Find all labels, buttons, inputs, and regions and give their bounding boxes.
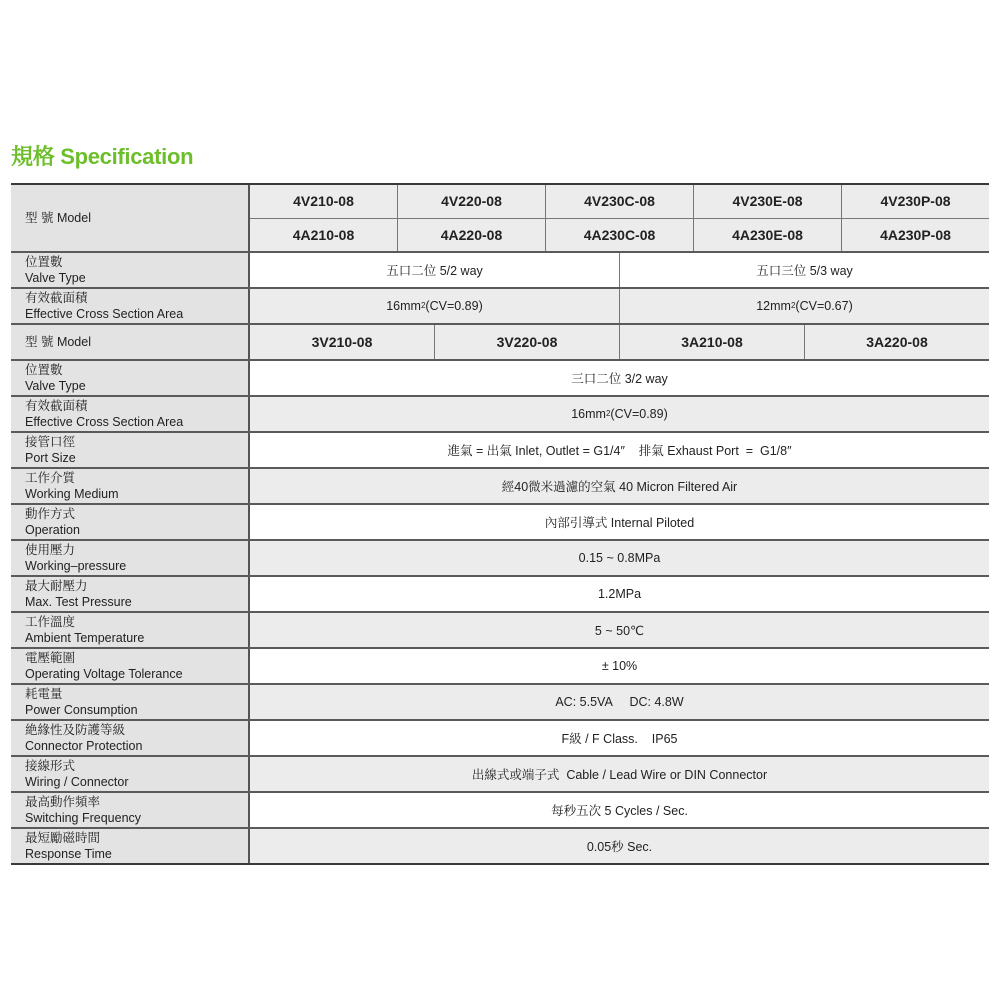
spec-row <box>11 647 989 683</box>
value-cell: 16mm 2 (CV=0.89) <box>250 289 619 323</box>
row-label-en: Valve Type <box>25 379 86 393</box>
spec-row <box>11 755 989 791</box>
model-cell: 4V230E-08 <box>693 185 841 218</box>
value-cell: 五口二位 5/2 way <box>250 253 619 287</box>
model-cell: 4V220-08 <box>397 185 545 218</box>
row-label <box>11 577 250 611</box>
row-label-en: Max. Test Pressure <box>25 595 132 609</box>
page-title: 規格 Specification <box>11 144 194 169</box>
value-cell: 內部引導式 Internal Piloted <box>250 505 989 539</box>
row-label-en: Power Consumption <box>25 703 138 717</box>
row-label <box>11 721 250 755</box>
row-label <box>11 505 250 539</box>
row-label-zh: 耗電量 <box>25 687 63 701</box>
model-row-4v <box>11 185 989 251</box>
model-cell: 3V220-08 <box>434 325 619 359</box>
value-main: 16mm <box>386 299 421 313</box>
row-label-model: 型 號 Model <box>11 185 250 251</box>
spec-row <box>11 791 989 827</box>
row-label-zh: 位置數 <box>25 255 63 269</box>
row-label-en: Effective Cross Section Area <box>25 307 184 321</box>
model-subrow-4a <box>250 218 989 252</box>
spec-row <box>11 467 989 503</box>
row-label <box>11 541 250 575</box>
row-label-en: Working Medium <box>25 487 119 501</box>
value-cell: 每秒五次 5 Cycles / Sec. <box>250 793 989 827</box>
valve-type-row-5port <box>11 251 989 287</box>
row-label <box>11 253 250 287</box>
value-cell: 0.05秒 Sec. <box>250 829 989 863</box>
value-cell: F級 / F Class. IP65 <box>250 721 989 755</box>
model-cell: 4V210-08 <box>250 185 397 218</box>
row-label-model: 型 號 Model <box>11 325 250 359</box>
value-cell: 出線式或端子式 Cable / Lead Wire or DIN Connector <box>250 757 989 791</box>
value-main: 12mm <box>756 299 791 313</box>
row-label-zh: 工作溫度 <box>25 615 76 629</box>
row-label-zh: 最高動作頻率 <box>25 795 101 809</box>
row-label-en: Valve Type <box>25 271 86 285</box>
value-cell: 12mm 2 (CV=0.67) <box>619 289 989 323</box>
value-cell: 五口三位 5/3 way <box>619 253 989 287</box>
row-label <box>11 469 250 503</box>
model-subrow-4v <box>250 185 989 218</box>
row-label-en: Operation <box>25 523 80 537</box>
value-cell: 16mm 2 (CV=0.89) <box>250 397 989 431</box>
spec-row <box>11 431 989 467</box>
model-cell: 4A230E-08 <box>693 219 841 252</box>
row-label-en: Switching Frequency <box>25 811 142 825</box>
row-label <box>11 829 250 863</box>
row-label-en: Operating Voltage Tolerance <box>25 667 183 681</box>
value-cell: 0.15 ~ 0.8MPa <box>250 541 989 575</box>
area-row-5port <box>11 287 989 323</box>
model-cell: 3A220-08 <box>804 325 989 359</box>
row-label-zh: 最大耐壓力 <box>25 579 88 593</box>
model-cell: 4A230C-08 <box>545 219 693 252</box>
spec-row <box>11 575 989 611</box>
value-cell: 1.2MPa <box>250 577 989 611</box>
row-label-en: Connector Protection <box>25 739 143 753</box>
row-label <box>11 397 250 431</box>
row-label <box>11 793 250 827</box>
row-label <box>11 757 250 791</box>
model-cell: 4A230P-08 <box>841 219 989 252</box>
spec-row <box>11 539 989 575</box>
value-cell: AC: 5.5VA DC: 4.8W <box>250 685 989 719</box>
model-cell: 3A210-08 <box>619 325 804 359</box>
value-cell: 三口二位 3/2 way <box>250 361 989 395</box>
model-cell: 3V210-08 <box>250 325 434 359</box>
row-label <box>11 361 250 395</box>
spec-row <box>11 827 989 863</box>
row-label-zh: 有效截面積 <box>25 399 88 413</box>
value-cell: 5 ~ 50℃ <box>250 613 989 647</box>
row-label-zh: 有效截面積 <box>25 291 88 305</box>
row-label-en: Wiring / Connector <box>25 775 129 789</box>
row-label <box>11 685 250 719</box>
value-cell: 進氣 = 出氣 Inlet, Outlet = G1/4″ 排氣 Exhaust Port = G1/8″ <box>250 433 989 467</box>
value-cv: (CV=0.67) <box>795 299 853 313</box>
model-cell: 4V230P-08 <box>841 185 989 218</box>
row-label-en: Response Time <box>25 847 112 861</box>
value-cv: (CV=0.89) <box>425 299 483 313</box>
row-label-zh: 動作方式 <box>25 507 76 521</box>
spec-row <box>11 683 989 719</box>
model-cell: 4V230C-08 <box>545 185 693 218</box>
row-label-zh: 位置數 <box>25 363 63 377</box>
row-label <box>11 433 250 467</box>
row-label <box>11 649 250 683</box>
row-label <box>11 613 250 647</box>
spec-row <box>11 611 989 647</box>
value-cell: 經40微米過濾的空氣 40 Micron Filtered Air <box>250 469 989 503</box>
row-label-zh: 絶緣性及防護等級 <box>25 723 126 737</box>
row-label-zh: 電壓範圍 <box>25 651 76 665</box>
row-label-zh: 使用壓力 <box>25 543 76 557</box>
value-main: 16mm <box>571 407 606 421</box>
model-cell: 4A220-08 <box>397 219 545 252</box>
spec-row <box>11 359 989 395</box>
spec-row <box>11 395 989 431</box>
row-label-en: Working–pressure <box>25 559 127 573</box>
model-row-3port <box>11 323 989 359</box>
row-label-zh: 接管口徑 <box>25 435 76 449</box>
value-cell: ± 10% <box>250 649 989 683</box>
model-cell: 4A210-08 <box>250 219 397 252</box>
row-label <box>11 289 250 323</box>
row-label-en: Port Size <box>25 451 76 465</box>
row-label-zh: 最短勵磁時間 <box>25 831 101 845</box>
row-label-zh: 工作介質 <box>25 471 76 485</box>
spec-row <box>11 503 989 539</box>
row-label-en: Effective Cross Section Area <box>25 415 184 429</box>
spec-row <box>11 719 989 755</box>
value-cv: (CV=0.89) <box>610 407 668 421</box>
row-label-en: Ambient Temperature <box>25 631 145 645</box>
row-label-zh: 接線形式 <box>25 759 76 773</box>
specification-table <box>11 183 989 865</box>
